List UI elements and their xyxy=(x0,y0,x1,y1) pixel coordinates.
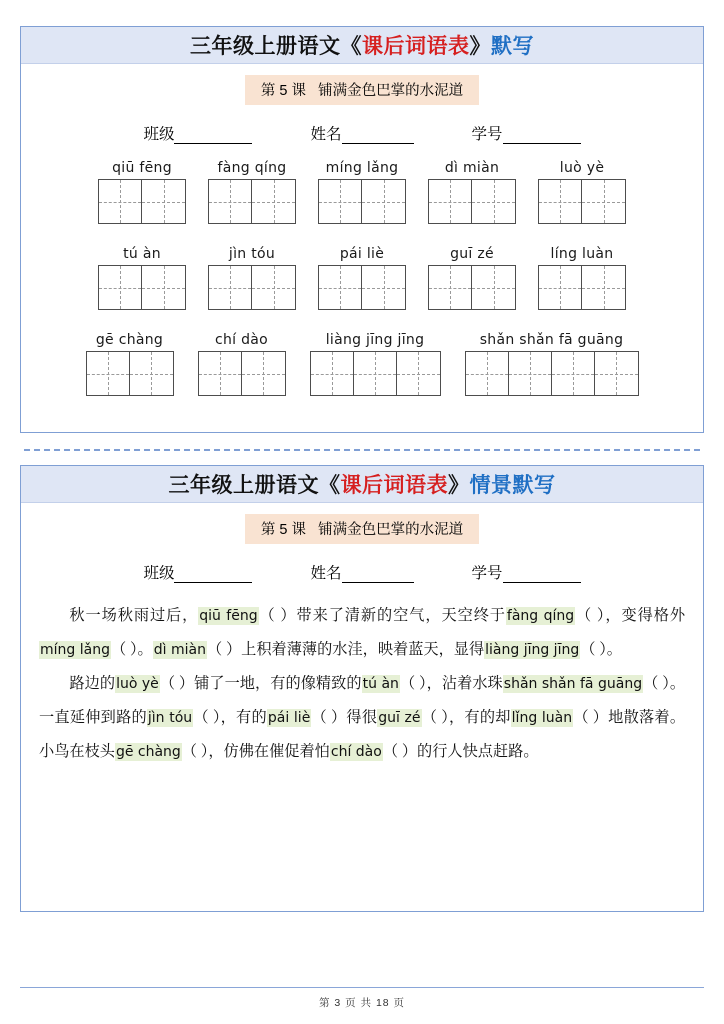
pinyin-label: gē chàng xyxy=(95,332,164,348)
pinyin-label: jìn tóu xyxy=(228,246,276,262)
pinyin-word xyxy=(98,160,186,224)
section2-info-row xyxy=(21,561,703,583)
tianzige-cell[interactable] xyxy=(199,352,242,395)
tianzige-grid[interactable] xyxy=(318,179,406,224)
passage-text: 秋一场秋雨过后， xyxy=(69,607,199,624)
passage-text: （ ）的行人快点赶路。 xyxy=(382,743,539,760)
section1-name-label: 姓名 xyxy=(310,126,342,143)
passage-text: （ ）地散落着。小鸟在枝头 xyxy=(39,709,686,760)
section2-title-band xyxy=(21,466,703,503)
section2-id-blank[interactable] xyxy=(503,582,581,583)
passage-text: （ ），变得格外 xyxy=(575,607,686,624)
section1-title-highlight: 课后词语表 xyxy=(362,34,470,58)
section2-lesson-row xyxy=(21,514,703,544)
tianzige-cell[interactable] xyxy=(319,266,362,309)
section2-title-prefix: 三年级上册语文《 xyxy=(168,473,341,497)
tianzige-cell[interactable] xyxy=(142,180,185,223)
tianzige-cell[interactable] xyxy=(252,180,295,223)
passage-text: （ ）上积着薄薄的水洼，映着蓝天，显得 xyxy=(206,641,485,658)
tianzige-grid[interactable] xyxy=(98,179,186,224)
pinyin-label: fàng qíng xyxy=(217,160,287,176)
tianzige-cell[interactable] xyxy=(472,266,515,309)
section2-title-highlight: 课后词语表 xyxy=(340,473,448,497)
pinyin-word xyxy=(538,160,626,224)
section2-id-label: 学号 xyxy=(471,565,503,582)
tianzige-grid[interactable] xyxy=(428,265,516,310)
tianzige-cell[interactable] xyxy=(552,352,595,395)
section1-title-band xyxy=(21,27,703,64)
pinyin-label: liàng jīng jīng xyxy=(325,332,425,348)
passage-text: （ ），有的 xyxy=(193,709,267,726)
section1-name-field[interactable] xyxy=(310,122,413,144)
passage-text: （ ）。 xyxy=(110,641,153,658)
tianzige-grid[interactable] xyxy=(198,351,286,396)
tianzige-cell[interactable] xyxy=(87,352,130,395)
pinyin-blank-prompt: luò yè xyxy=(116,676,159,692)
tianzige-grid[interactable] xyxy=(538,265,626,310)
section1-id-field[interactable] xyxy=(472,122,581,144)
pinyin-blank-prompt: míng lǎng xyxy=(40,642,110,658)
tianzige-cell[interactable] xyxy=(311,352,354,395)
tianzige-cell[interactable] xyxy=(142,266,185,309)
tianzige-cell[interactable] xyxy=(539,180,582,223)
passage-text: （ ）带来了清新的空气，天空终于 xyxy=(258,607,506,624)
pinyin-blank-prompt: shǎn shǎn fā guāng xyxy=(503,676,643,692)
tianzige-cell[interactable] xyxy=(582,266,625,309)
passage-text: （ ）。一直延伸到路的 xyxy=(39,675,686,726)
pinyin-blank-prompt: liàng jīng jīng xyxy=(485,642,580,658)
tianzige-grid[interactable] xyxy=(208,179,296,224)
pinyin-blank-prompt: qiū fēng xyxy=(199,608,258,624)
pinyin-grid-row-3 xyxy=(21,332,703,396)
tianzige-grid[interactable] xyxy=(538,179,626,224)
pinyin-blank-prompt: fàng qíng xyxy=(506,608,575,624)
section1-title-suffix: 》 xyxy=(469,34,491,58)
pinyin-blank-prompt: lǐng luàn xyxy=(511,710,573,726)
pinyin-word xyxy=(318,246,406,310)
passage-paragraph xyxy=(39,667,685,769)
pinyin-word xyxy=(428,160,516,224)
pinyin-word xyxy=(428,246,516,310)
pinyin-word xyxy=(208,246,296,310)
section2-name-field[interactable] xyxy=(310,561,413,583)
section2-class-blank[interactable] xyxy=(174,582,252,583)
section2-id-field[interactable] xyxy=(472,561,581,583)
section1-lesson-banner: 第 5 课 铺满金色巴掌的水泥道 xyxy=(245,75,479,105)
passage-text: （ ）铺了一地，有的像精致的 xyxy=(159,675,362,692)
pinyin-word xyxy=(198,332,286,396)
section1-id-blank[interactable] xyxy=(503,143,581,144)
pinyin-label: luò yè xyxy=(559,160,605,176)
pinyin-label: guī zé xyxy=(450,246,494,262)
pinyin-blank-prompt: guī zé xyxy=(378,710,421,726)
tianzige-cell[interactable] xyxy=(595,352,638,395)
section2-lesson-banner: 第 5 课 铺满金色巴掌的水泥道 xyxy=(245,514,479,544)
section1-title-prefix: 三年级上册语文《 xyxy=(190,34,362,58)
pinyin-label: shǎn shǎn fā guāng xyxy=(479,332,624,348)
pinyin-label: dì miàn xyxy=(444,160,500,176)
tianzige-cell[interactable] xyxy=(362,180,405,223)
section2-class-field[interactable] xyxy=(143,561,252,583)
passage-text: （ ）。 xyxy=(580,641,622,658)
pinyin-word xyxy=(208,160,296,224)
pinyin-word xyxy=(465,332,639,396)
tianzige-cell[interactable] xyxy=(209,266,252,309)
passage-text: （ ），仿佛在催促着怕 xyxy=(181,743,330,760)
tianzige-cell[interactable] xyxy=(319,180,362,223)
pinyin-word xyxy=(318,160,406,224)
tianzige-cell[interactable] xyxy=(99,180,142,223)
tianzige-cell[interactable] xyxy=(539,266,582,309)
pinyin-label: tú àn xyxy=(123,246,161,262)
pinyin-word xyxy=(86,332,174,396)
tianzige-cell[interactable] xyxy=(509,352,552,395)
tianzige-cell[interactable] xyxy=(209,180,252,223)
section1-lesson-row xyxy=(21,75,703,105)
section1-info-row xyxy=(21,122,703,144)
section2-title-mode: 情景默写 xyxy=(469,473,556,497)
section1-class-blank[interactable] xyxy=(174,143,252,144)
tianzige-grid[interactable] xyxy=(208,265,296,310)
pinyin-label: qiū fēng xyxy=(112,160,172,176)
passage-body xyxy=(39,599,685,769)
passage-text: （ ），沾着水珠 xyxy=(399,675,503,692)
tianzige-cell[interactable] xyxy=(242,352,285,395)
page-footer: 第 3 页 共 18 页 xyxy=(318,997,406,1009)
passage-text: 路边的 xyxy=(69,675,116,692)
dictation-card xyxy=(20,26,704,433)
tianzige-grid[interactable] xyxy=(86,351,174,396)
pinyin-word xyxy=(98,246,186,310)
tianzige-grid[interactable] xyxy=(318,265,406,310)
footer-rule xyxy=(20,987,704,988)
pinyin-blank-prompt: jìn tóu xyxy=(147,710,193,726)
pinyin-blank-prompt: tú àn xyxy=(362,676,399,692)
pinyin-blank-prompt: dì miàn xyxy=(153,642,206,658)
tianzige-cell[interactable] xyxy=(354,352,397,395)
pinyin-label: chí dào xyxy=(214,332,269,348)
section1-id-label: 学号 xyxy=(471,126,503,143)
pinyin-word xyxy=(310,332,441,396)
tianzige-grid[interactable] xyxy=(465,351,639,396)
passage-paragraph xyxy=(39,599,685,667)
pinyin-label: pái liè xyxy=(339,246,385,262)
section2-name-blank[interactable] xyxy=(342,582,414,583)
contextual-dictation-card xyxy=(20,465,704,912)
pinyin-blank-prompt: gē chàng xyxy=(115,744,181,760)
tianzige-cell[interactable] xyxy=(130,352,173,395)
tianzige-cell[interactable] xyxy=(252,266,295,309)
tianzige-cell[interactable] xyxy=(582,180,625,223)
section1-title-mode: 默写 xyxy=(491,34,534,58)
section2-title xyxy=(169,469,556,499)
section1-name-blank[interactable] xyxy=(342,143,414,144)
section2-title-suffix: 》 xyxy=(448,473,470,497)
passage-text: （ ），有的却 xyxy=(421,709,511,726)
tianzige-grid[interactable] xyxy=(428,179,516,224)
section1-class-label: 班级 xyxy=(143,126,175,143)
pinyin-label: míng lǎng xyxy=(325,160,399,176)
tianzige-grid[interactable] xyxy=(310,351,441,396)
section1-title xyxy=(190,30,534,60)
pinyin-blank-prompt: pái liè xyxy=(267,710,311,726)
pinyin-blank-prompt: chí dào xyxy=(330,744,382,760)
pinyin-word xyxy=(538,246,626,310)
section2-class-label: 班级 xyxy=(143,565,175,582)
passage-text: （ ）得很 xyxy=(311,709,378,726)
tianzige-cell[interactable] xyxy=(429,180,472,223)
tianzige-cell[interactable] xyxy=(466,352,509,395)
tianzige-cell[interactable] xyxy=(397,352,440,395)
tianzige-cell[interactable] xyxy=(429,266,472,309)
section1-class-field[interactable] xyxy=(143,122,252,144)
tianzige-grid[interactable] xyxy=(98,265,186,310)
pinyin-label: líng luàn xyxy=(550,246,614,262)
section2-name-label: 姓名 xyxy=(310,565,342,582)
pinyin-grid-row-1 xyxy=(21,160,703,224)
section-divider xyxy=(24,449,700,451)
tianzige-cell[interactable] xyxy=(99,266,142,309)
tianzige-cell[interactable] xyxy=(362,266,405,309)
pinyin-grid-row-2 xyxy=(21,246,703,310)
tianzige-cell[interactable] xyxy=(472,180,515,223)
